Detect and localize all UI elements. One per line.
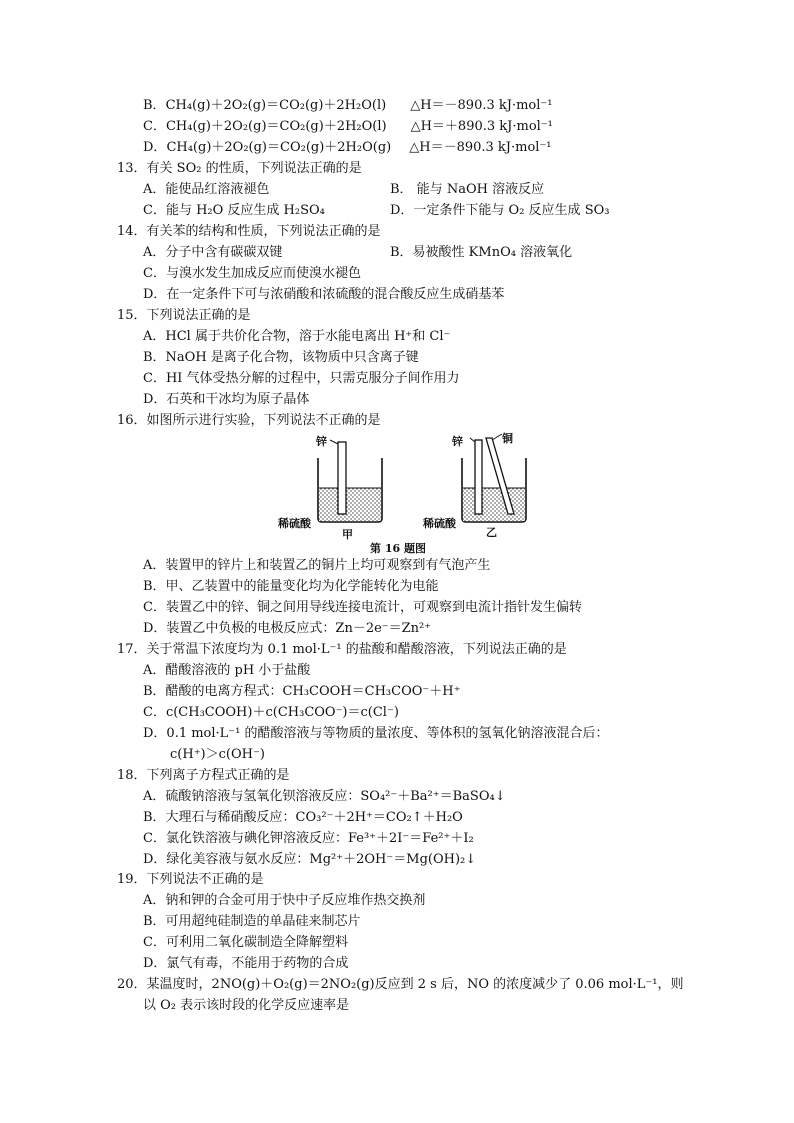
q18-stem: 18．下列离子方程式正确的是 (117, 768, 290, 783)
q13-option-a: A．能使品红溶液褪色 (143, 182, 270, 197)
q17-option-c: C．c(CH₃COOH)＋c(CH₃COO⁻)＝c(Cl⁻) (143, 705, 399, 720)
q18-option-c: C．氯化铁溶液与碘化钾溶液反应：Fe³⁺＋2I⁻＝Fe²⁺＋I₂ (143, 831, 474, 846)
q19-stem: 19．下列说法不正确的是 (117, 872, 264, 887)
q16-option-a: A．装置甲的锌片上和装置乙的铜片上均可观察到有气泡产生 (143, 558, 491, 573)
q19-option-a: A．钠和钾的合金可用于快中子反应堆作热交换剂 (143, 893, 426, 908)
q12-b-enthalpy: △H＝－890.3 kJ·mol⁻¹ (410, 98, 553, 113)
q16-stem: 16．如图所示进行实验，下列说法不正确的是 (117, 413, 381, 428)
q12-c-equation: CH₄(g)＋2O₂(g)＝CO₂(g)＋2H₂O(l) (165, 119, 387, 134)
q12-option-c (143, 119, 553, 135)
q18-option-a: A．硫酸钠溶液与氢氧化钡溶液反应：SO₄²⁻＋Ba²⁺＝BaSO₄↓ (143, 789, 506, 804)
q17-option-d-continued: c(H⁺)＞c(OH⁻) (170, 747, 265, 762)
q15-option-a: A．HCl 属于共价化合物，溶于水能电离出 H⁺和 Cl⁻ (143, 329, 451, 344)
q20-stem-line1: 20．某温度时，2NO(g)＋O₂(g)＝2NO₂(g)反应到 2 s 后，NO 的浓度减少了 0.06 mol·L⁻¹，则 (117, 977, 684, 992)
q12-b-equation: CH₄(g)＋2O₂(g)＝CO₂(g)＋2H₂O(l) (165, 98, 387, 113)
q17-option-d: D．0.1 mol·L⁻¹ 的醋酸溶液与等物质的量浓度、等体积的氢氧化钠溶液混合后： (143, 726, 609, 741)
q12-option-d (143, 140, 552, 156)
q15-option-c: C．HI 气体受热分解的过程中，只需克服分子间作用力 (143, 371, 460, 386)
label-acid-jia: 稀硫酸 (278, 517, 311, 530)
q17-option-b: B．醋酸的电离方程式：CH₃COOH＝CH₃COO⁻＋H⁺ (143, 684, 461, 699)
figure-caption: 第 16 题图 (370, 542, 426, 555)
q14-option-c: C．与溴水发生加成反应而使溴水褪色 (143, 266, 361, 281)
q14-stem: 14．有关苯的结构和性质，下列说法正确的是 (117, 224, 381, 239)
q14-option-a: A．分子中含有碳碳双键 (143, 245, 283, 260)
q13-option-c: C．能与 H₂O 反应生成 H₂SO₄ (143, 203, 325, 218)
q15-option-d: D．石英和干冰均为原子晶体 (143, 392, 310, 407)
label-copper-yi: 铜 (502, 432, 513, 445)
zinc-strip-jia (338, 442, 346, 514)
beaker-yi (462, 434, 526, 522)
q17-stem: 17．关于常温下浓度均为 0.1 mol·L⁻¹ 的盐酸和醋酸溶液，下列说法正确的是 (117, 642, 567, 657)
q20-stem-line2: 以 O₂ 表示该时段的化学反应速率是 (143, 998, 350, 1013)
q13-option-b: B． 能与 NaOH 溶液反应 (390, 182, 545, 197)
q16-option-d: D．装置乙中负极的电极反应式：Zn－2e⁻＝Zn²⁺ (143, 621, 432, 636)
label-device-yi: 乙 (486, 526, 497, 539)
q12-d-enthalpy: △H＝－890.3 kJ·mol⁻¹ (409, 140, 552, 155)
q17-option-a: A．醋酸溶液的 pH 小于盐酸 (143, 663, 311, 678)
label-zinc-jia: 锌 (316, 435, 327, 448)
q19-option-b: B．可用超纯硅制造的单晶硅来制芯片 (143, 914, 361, 929)
label-device-jia: 甲 (342, 528, 353, 541)
q12-option-b (143, 98, 553, 114)
label-zinc-yi: 锌 (452, 435, 463, 448)
q13-option-d: D．一定条件下能与 O₂ 反应生成 SO₃ (390, 203, 610, 218)
q12-d-equation: CH₄(g)＋2O₂(g)＝CO₂(g)＋2H₂O(g) (166, 140, 392, 155)
q19-option-c: C．可利用二氧化碳制造全降解塑料 (143, 935, 348, 950)
q14-option-d: D．在一定条件下可与浓硝酸和浓硫酸的混合酸反应生成硝基苯 (143, 287, 505, 302)
q14-option-b: B．易被酸性 KMnO₄ 溶液氧化 (390, 245, 573, 260)
q12-c-enthalpy: △H＝＋890.3 kJ·mol⁻¹ (410, 119, 553, 134)
acid-solution-yi (463, 488, 525, 521)
acid-solution-jia (319, 488, 381, 521)
zinc-strip-yi (475, 440, 482, 514)
q19-option-d: D．氯气有毒，不能用于药物的合成 (143, 956, 349, 971)
q16-option-b: B．甲、乙装置中的能量变化均为化学能转化为电能 (143, 579, 439, 594)
label-acid-yi: 稀硫酸 (423, 517, 456, 530)
q18-option-b: B．大理石与稀硝酸反应：CO₃²⁻＋2H⁺＝CO₂↑＋H₂O (143, 810, 463, 825)
q12-d-label: D． (143, 140, 167, 155)
beaker-jia (318, 440, 382, 522)
q16-option-c: C．装置乙中的锌、铜之间用导线连接电流计，可观察到电流计指针发生偏转 (143, 600, 582, 615)
q12-c-label: C． (143, 119, 166, 134)
q18-option-d: D．绿化美容液与氨水反应：Mg²⁺＋2OH⁻＝Mg(OH)₂↓ (143, 852, 477, 867)
q13-stem: 13．有关 SO₂ 的性质，下列说法正确的是 (117, 161, 362, 176)
q15-option-b: B．NaOH 是离子化合物，该物质中只含离子键 (143, 350, 419, 365)
q12-b-label: B． (143, 98, 166, 113)
q16-figure (270, 430, 530, 555)
q15-stem: 15．下列说法正确的是 (117, 308, 251, 323)
